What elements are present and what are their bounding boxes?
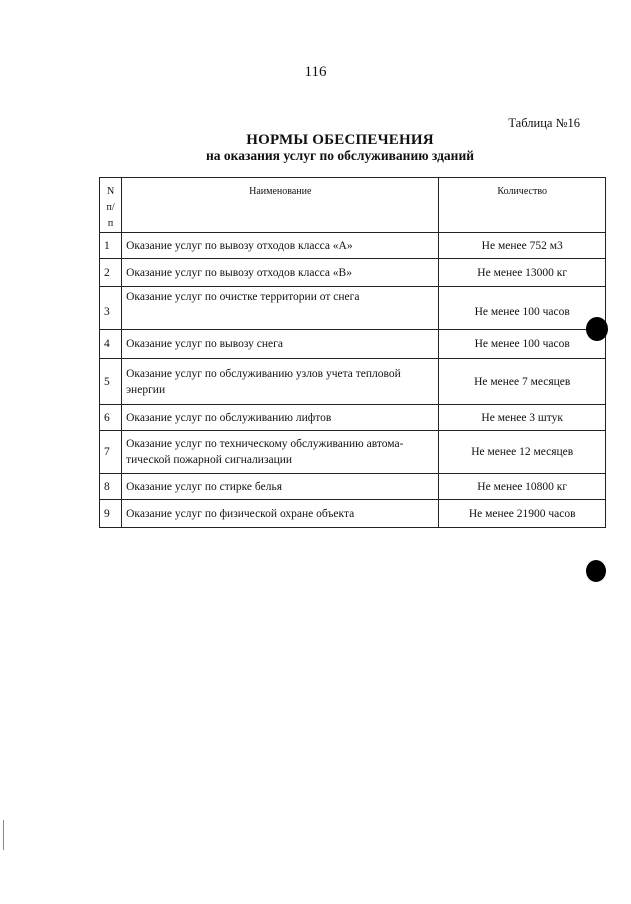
row-name: Оказание услуг по вывозу отходов класса «В» (122, 259, 439, 287)
row-name: Оказание услуг по вывозу отходов класса «А» (122, 233, 439, 259)
punch-hole-mark (586, 560, 606, 582)
header-quantity: Количество (439, 178, 606, 233)
row-name: Оказание услуг по обслуживанию узлов учета тепловой энергии (122, 359, 439, 405)
header-number-line2: п/п (106, 202, 115, 229)
row-name: Оказание услуг по вывозу снега (122, 330, 439, 359)
row-number: 2 (100, 259, 122, 287)
document-title: НОРМЫ ОБЕСПЕЧЕНИЯ (246, 132, 434, 148)
table-row (100, 233, 606, 259)
row-name: Оказание услуг по очистке территории от снега (122, 287, 439, 330)
norms-table (99, 177, 606, 528)
row-quantity: Не менее 3 штук (439, 405, 606, 431)
row-number: 1 (100, 233, 122, 259)
table-row (100, 359, 606, 405)
table-row (100, 431, 606, 474)
row-name: Оказание услуг по стирке белья (122, 474, 439, 500)
table-row (100, 330, 606, 359)
row-number: 9 (100, 500, 122, 528)
table-row (100, 500, 606, 528)
row-number: 4 (100, 330, 122, 359)
table-row (100, 405, 606, 431)
table-label: Таблица №16 (508, 116, 580, 130)
row-number: 3 (100, 287, 122, 330)
row-quantity: Не менее 100 часов (439, 287, 606, 330)
table-row (100, 474, 606, 500)
table-row (100, 287, 606, 330)
row-name: Оказание услуг по техническому обслуживанию автома-тической пожарной сигнализации (122, 431, 439, 474)
row-quantity: Не менее 100 часов (439, 330, 606, 359)
row-quantity: Не менее 13000 кг (439, 259, 606, 287)
header-number-line1: N (106, 186, 115, 197)
row-quantity: Не менее 752 м3 (439, 233, 606, 259)
row-quantity: Не менее 10800 кг (439, 474, 606, 500)
row-number: 6 (100, 405, 122, 431)
table-row (100, 259, 606, 287)
row-number: 7 (100, 431, 122, 474)
document-subtitle: на оказания услуг по обслуживанию зданий (205, 148, 475, 163)
row-quantity: Не менее 12 месяцев (439, 431, 606, 474)
row-quantity: Не менее 7 месяцев (439, 359, 606, 405)
row-name: Оказание услуг по физической охране объекта (122, 500, 439, 528)
page-number: 116 (304, 64, 327, 80)
table-header-row (100, 178, 606, 233)
scan-speck (3, 820, 4, 850)
row-number: 5 (100, 359, 122, 405)
header-name: Наименование (122, 178, 439, 233)
row-number: 8 (100, 474, 122, 500)
punch-hole-mark (586, 317, 608, 341)
row-quantity: Не менее 21900 часов (439, 500, 606, 528)
header-number (100, 178, 122, 233)
row-name: Оказание услуг по обслуживанию лифтов (122, 405, 439, 431)
